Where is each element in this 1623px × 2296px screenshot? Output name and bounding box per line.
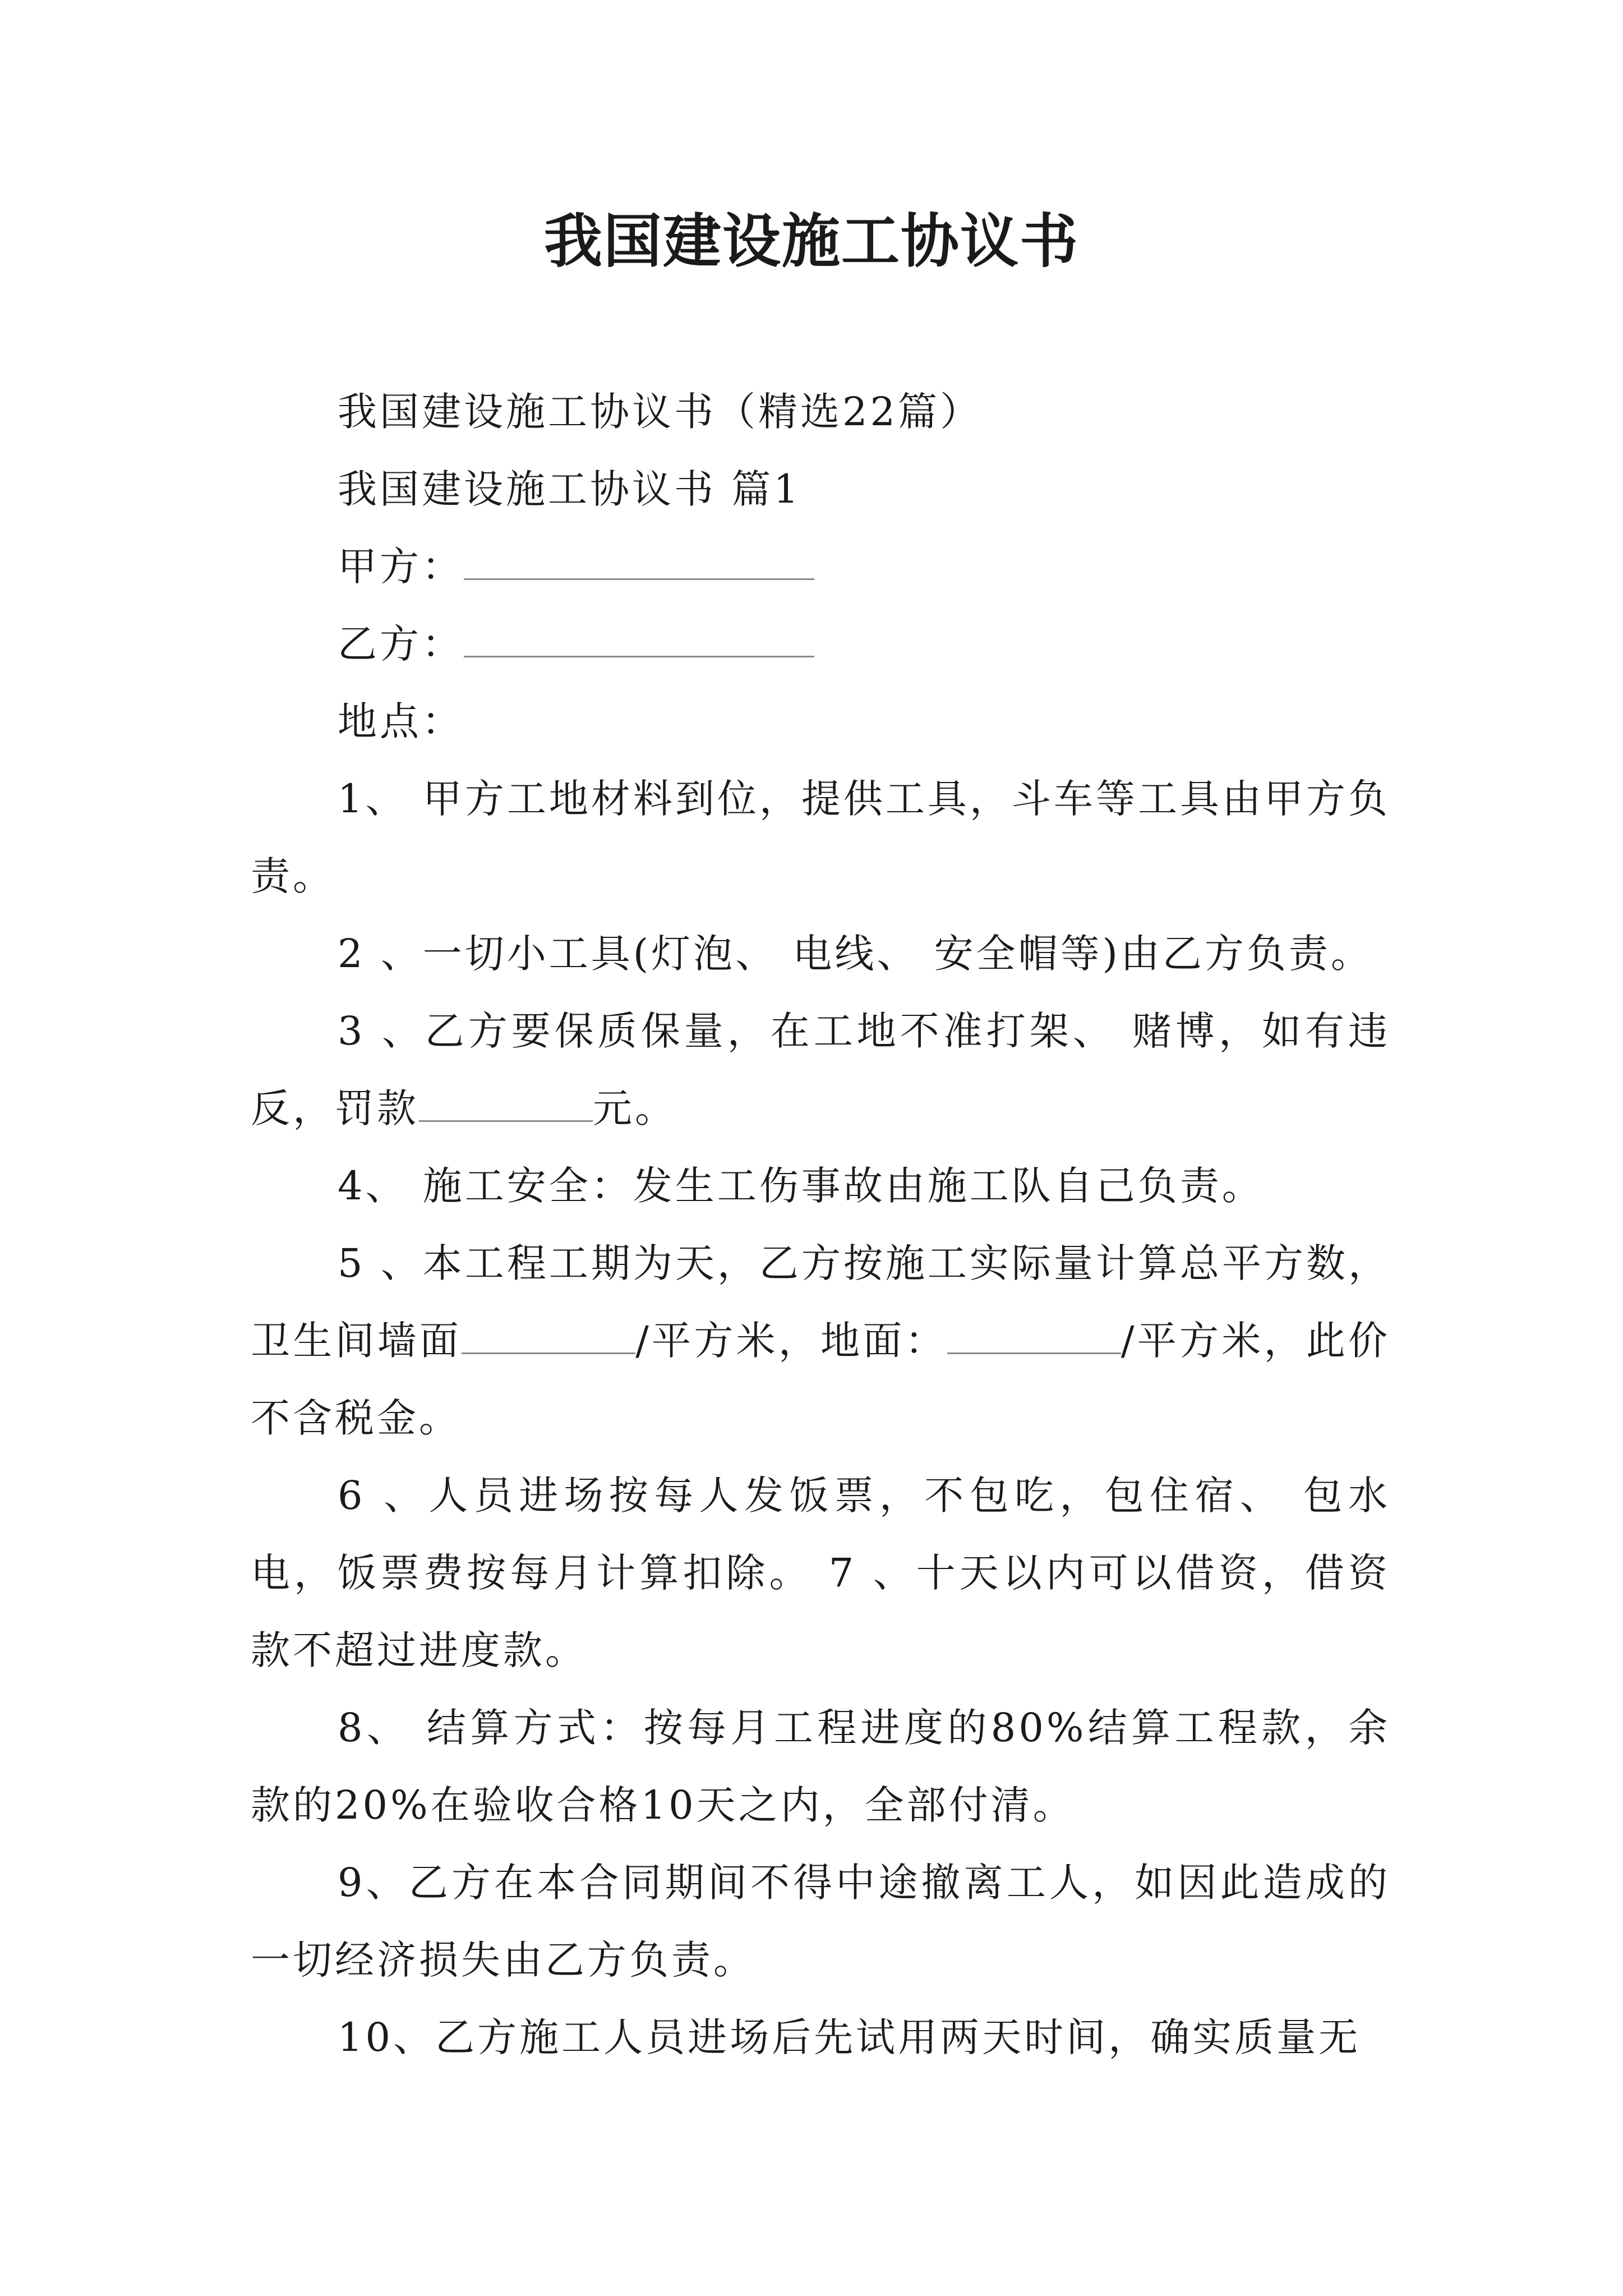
location-line (251, 683, 1390, 760)
clause-2: 2 、一切小工具(灯泡、 电线、 安全帽等)由乙方负责。 (338, 931, 1373, 977)
party-a-label: 甲方： (338, 544, 464, 590)
clause-6-7: 6 、人员进场按每人发饭票，不包吃，包住宿、 包水电，饭票费按每月计算扣除。 7 、十天以内可以借资，借资款不超过进度款。 (251, 1473, 1390, 1673)
clause-8: 8、 结算方式：按每月工程进度的80%结算工程款，余款的20%在验收合格10天之内，全部付清。 (251, 1705, 1390, 1828)
clause-4: 4、 施工安全：发生工伤事故由施工队自己负责。 (338, 1163, 1264, 1209)
clause-5 (251, 1225, 1390, 1457)
clause-3 (251, 992, 1390, 1147)
clause-3-text: 3 、乙方要保质保量，在工地不准打架、 赌博，如有违反，罚款 (251, 1008, 1390, 1131)
party-b-line (251, 605, 1390, 683)
clause-1: 1、 甲方工地材料到位，提供工具，斗车等工具由甲方负责。 (251, 776, 1390, 899)
clause-3-unit: 元。 (593, 1085, 677, 1131)
clause-5-text-2: /平方米，地面： (635, 1318, 947, 1364)
floor-price-blank (947, 1313, 1121, 1354)
document-title: 我国建设施工协议书 (543, 206, 1079, 275)
section-heading: 我国建设施工协议书 篇1 (338, 466, 801, 512)
party-b-label: 乙方： (338, 621, 464, 667)
party-b-blank (464, 616, 814, 657)
clause-5-text-1: 5 、本工程工期为天，乙方按施工实际量计算总平方数，卫生间墙面 (251, 1240, 1390, 1364)
location-label: 地点： (338, 698, 464, 744)
party-a-line (251, 528, 1390, 605)
clause-5-text-3: /平方米，此价不含税金。 (251, 1318, 1391, 1441)
fine-amount-blank (419, 1081, 593, 1122)
subtitle: 我国建设施工协议书（精选22篇） (338, 389, 983, 435)
clause-10: 10、乙方施工人员进场后先试用两天时间，确实质量无 (338, 2014, 1361, 2060)
wall-price-blank (462, 1313, 635, 1354)
clause-9: 9、乙方在本合同期间不得中途撤离工人，如因此造成的一切经济损失由乙方负责。 (251, 1860, 1390, 1983)
document-body (251, 373, 1390, 2076)
party-a-blank (464, 539, 814, 580)
